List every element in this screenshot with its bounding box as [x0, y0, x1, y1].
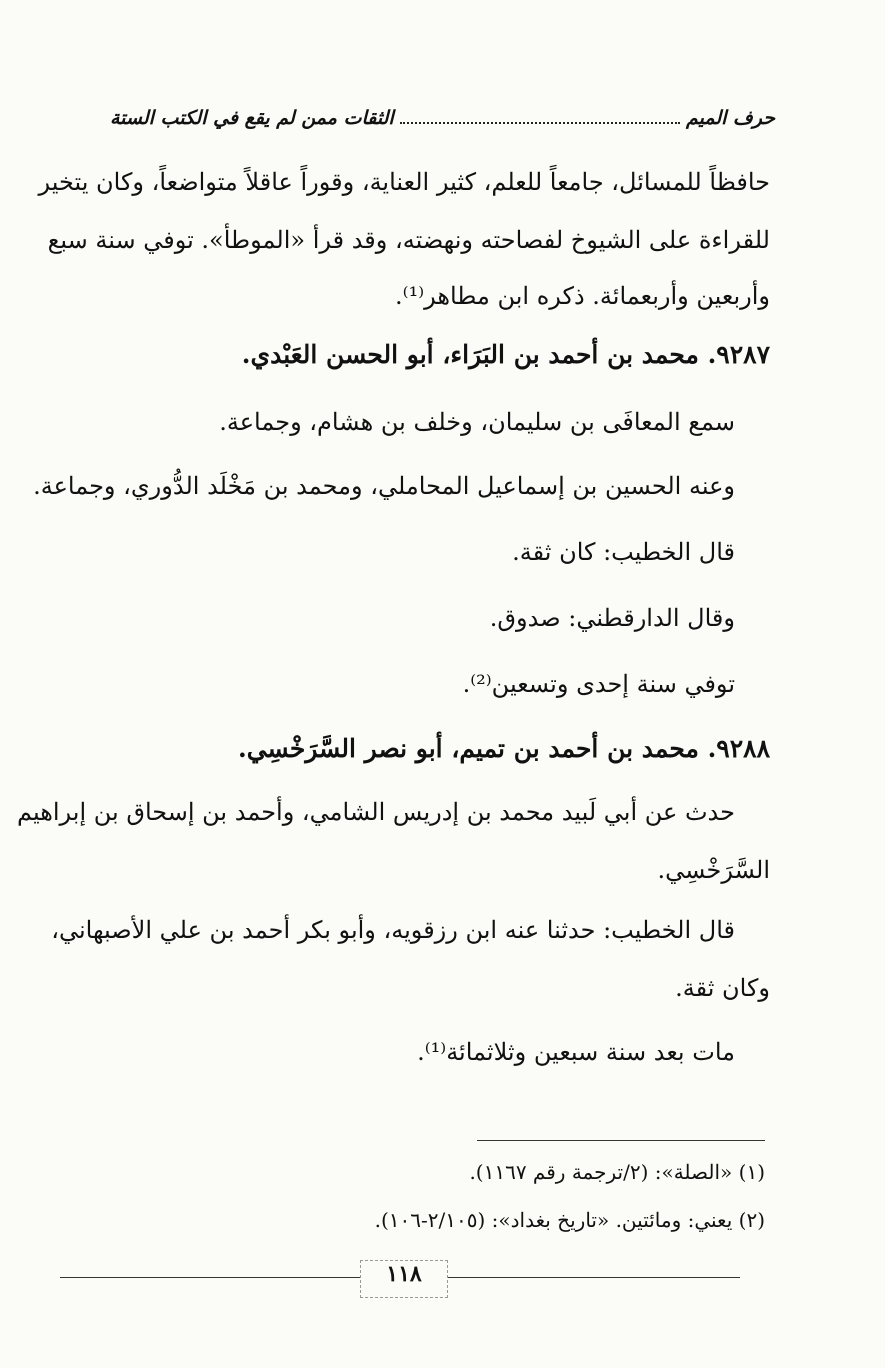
header-chapter: حرف الميم: [686, 107, 775, 129]
running-header: [110, 100, 775, 136]
entry-line: مات بعد سنة سبعين وثلاثمائة⁽¹⁾.: [417, 1038, 735, 1066]
header-book-title: الثقات ممن لم يقع في الكتب الستة: [110, 107, 394, 129]
footnote: (١) «الصلة»: (٢/ترجمة رقم ١١٦٧).: [469, 1160, 765, 1184]
body-line: وأربعين وأربعمائة. ذكره ابن مطاهر⁽¹⁾.: [395, 282, 770, 310]
entry-title-9287: ٩٢٨٧. محمد بن أحمد بن البَرَاء، أبو الحسن العَبْدي.: [241, 340, 770, 369]
body-line: للقراءة على الشيوخ لفصاحته ونهضته، وقد قرأ «الموطأ». توفي سنة سبع: [47, 226, 770, 254]
entry-line: سمع المعافَى بن سليمان، وخلف بن هشام، وجماعة.: [219, 408, 735, 436]
entry-line: توفي سنة إحدى وتسعين⁽²⁾.: [462, 670, 735, 698]
body-line: حافظاً للمسائل، جامعاً للعلم، كثير العناية، وقوراً عاقلاً متواضعاً، وكان يتخير: [38, 168, 770, 196]
entry-line: قال الخطيب: كان ثقة.: [512, 538, 735, 566]
entry-line: السَّرَخْسِي.: [657, 856, 770, 884]
entry-title-9288: ٩٢٨٨. محمد بن أحمد بن تميم، أبو نصر السَّرَخْسِي.: [238, 734, 770, 763]
header-dots: [400, 112, 680, 124]
entry-line: حدث عن أبي لَبيد محمد بن إدريس الشامي، وأحمد بن إسحاق بن إبراهيم: [16, 798, 735, 826]
entry-line: وعنه الحسين بن إسماعيل المحاملي، ومحمد بن مَخْلَد الدُّوري، وجماعة.: [33, 472, 735, 500]
entry-line: وكان ثقة.: [675, 974, 770, 1002]
entry-line: وقال الدارقطني: صدوق.: [489, 604, 735, 632]
page-number: ١١٨: [360, 1260, 448, 1298]
entry-line: قال الخطيب: حدثنا عنه ابن رزقويه، وأبو بكر أحمد بن علي الأصبهاني،: [51, 916, 735, 944]
footnote: (٢) يعني: ومائتين. «تاريخ بغداد»: (٢/١٠٥-١٠٦).: [374, 1208, 765, 1232]
footnote-separator: [477, 1140, 765, 1141]
